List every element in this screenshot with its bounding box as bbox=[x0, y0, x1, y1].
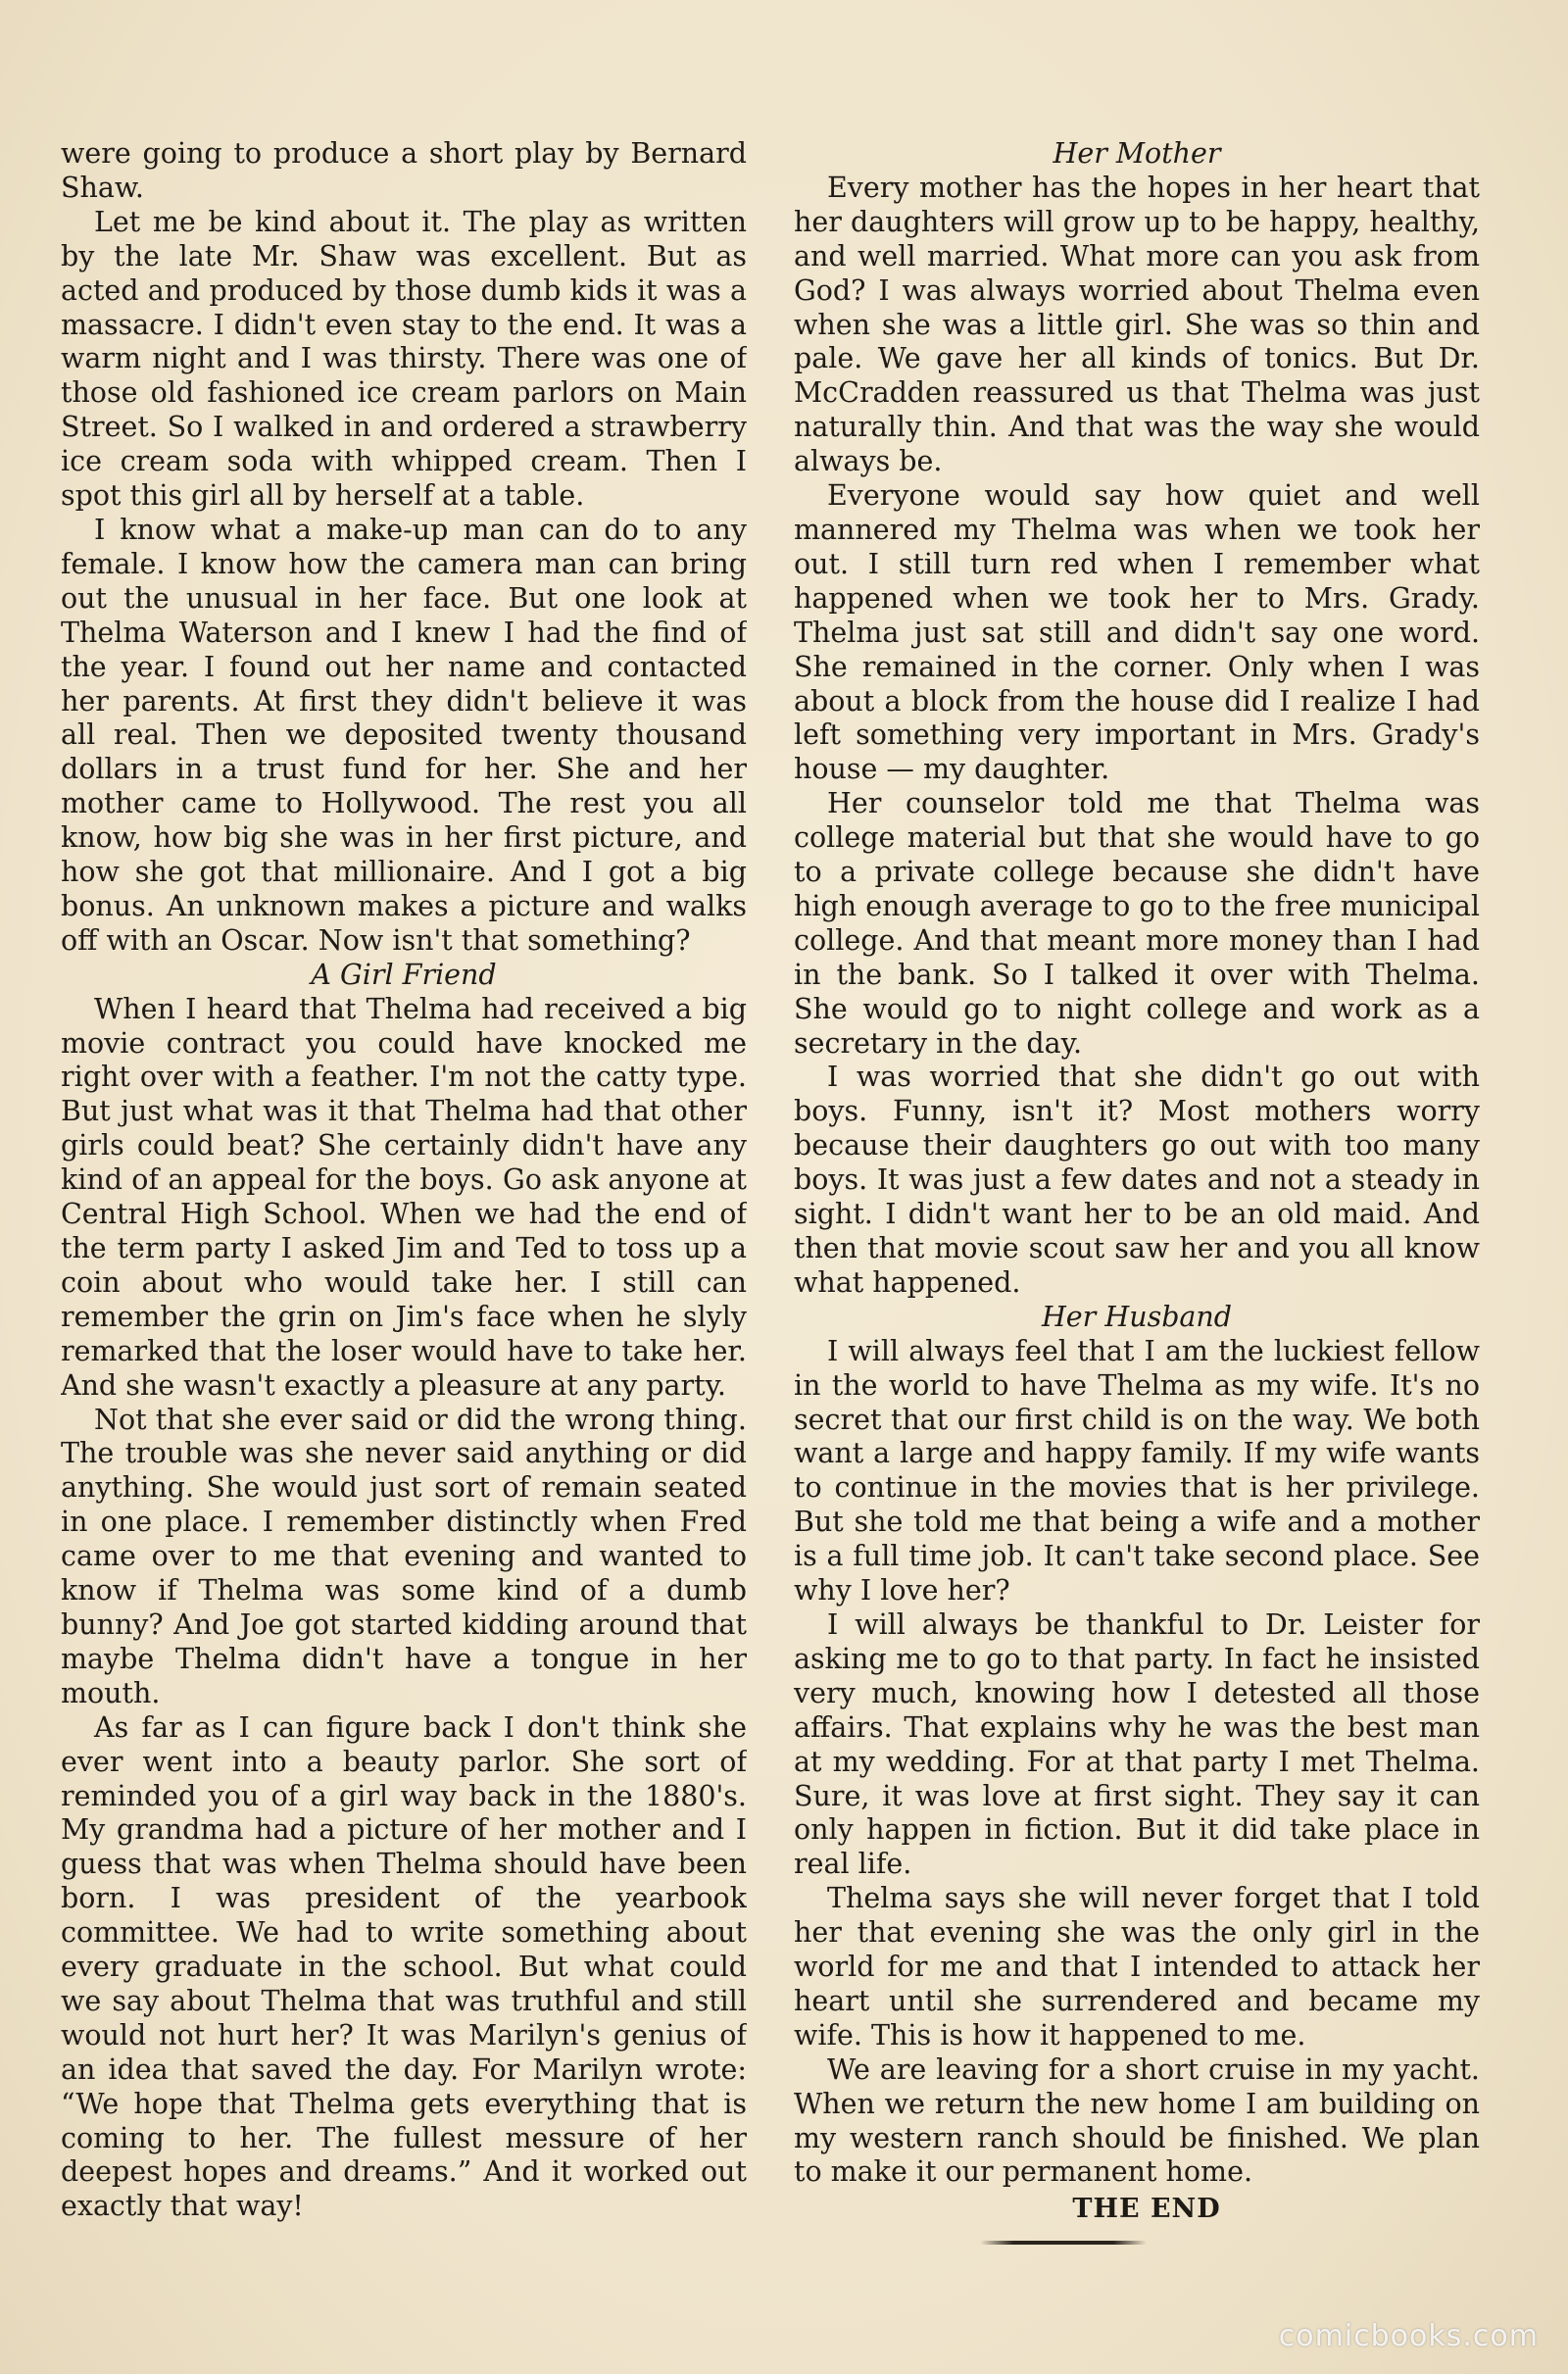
paragraph: Thelma says she will never forget that I told her that evening she was the only girl in the world for me and that I intended to attack her heart until she surrendered and became my wife. This is how it happened to me. bbox=[794, 1882, 1480, 2052]
paragraph: were going to produce a short play by Bernard Shaw. bbox=[61, 137, 747, 204]
section-heading: A Girl Friend bbox=[311, 958, 497, 991]
section-heading: Her Mother bbox=[1053, 137, 1221, 170]
paragraph: Every mother has the hopes in her heart that her daughters will grow up to be happy, healthy, and well married. What more can you ask from God? I was always worried about Thelma even when she was a little girl. She was so thin and pale. We gave her all kinds of tonics. But Dr. McCradden reassured us that Thelma was just naturally thin. And that was the way she would always be. bbox=[794, 171, 1480, 478]
left-text-column bbox=[61, 137, 747, 2274]
paragraph: I will always feel that I am the luckiest fellow in the world to have Thelma as my wife. It's no secret that our first child is on the way. We both want a large and happy family. If my wife wants to continue in the movies that is her privilege. But she told me that being a wife and a mother is a full time job. It can't take second place. See why I love her? bbox=[794, 1334, 1480, 1607]
end-decorative-rule bbox=[980, 2241, 1147, 2245]
right-text-column bbox=[794, 137, 1480, 2274]
paragraph: Everyone would say how quiet and well mannered my Thelma was when we took her out. I still turn red when I remember what happened when we took her to Mrs. Grady. Thelma just sat still and didn't say one word. She remained in the corner. Only when I was about a block from the house did I realize I had left something very important in Mrs. Grady's house — my daughter. bbox=[794, 479, 1480, 786]
paragraph: As far as I can figure back I don't think she ever went into a beauty parlor. She sort of reminded you of a girl way back in the 1880's. My grandma had a picture of her mother and I guess that was when Thelma should have been born. I was president of the yearbook committee. We had to write something about every graduate in the school. But what could we say about Thelma that was truthful and still would not hurt her? It was Marilyn's genius of an idea that saved the day. For Marilyn wrote: “We hope that Thelma gets everything that is coming to her. The fullest messure of her deepest hopes and dreams.” And it worked out exactly that way! bbox=[61, 1710, 747, 2223]
paragraph: I know what a make-up man can do to any female. I know how the camera man can bring out the unusual in her face. But one look at Thelma Waterson and I knew I had the find of the year. I found out her name and contacted her parents. At first they didn't believe it was all real. Then we deposited twenty thousand dollars in a trust fund for her. She and her mother came to Hollywood. The rest you all know, how big she was in her first picture, and how she got that millionaire. And I got a big bonus. An unknown makes a picture and walks off with an Oscar. Now isn't that something? bbox=[61, 513, 747, 957]
paragraph: Not that she ever said or did the wrong thing. The trouble was she never said anything or did anything. She would just sort of remain seated in one place. I remember distinctly when Fred came over to me that evening and wanted to know if Thelma was some kind of a dumb bunny? And Joe got started kidding around that maybe Thelma didn't have a tongue in her mouth. bbox=[61, 1403, 747, 1709]
paragraph: When I heard that Thelma had received a big movie contract you could have knocked me right over with a feather. I'm not the catty type. But just what was it that Thelma had that other girls could beat? She certainly didn't have any kind of an appeal for the boys. Go ask anyone at Central High School. When we had the end of the term party I asked Jim and Ted to toss up a coin about who would take her. I still can remember the grin on Jim's face when he slyly remarked that the loser would have to take her. And she wasn't exactly a pleasure at any party. bbox=[61, 992, 747, 1402]
section-heading: Her Husband bbox=[1041, 1300, 1233, 1333]
paragraph: Let me be kind about it. The play as written by the late Mr. Shaw was excellent. But as acted and produced by those dumb kids it was a massacre. I didn't even stay to the end. It was a warm night and I was thirsty. There was one of those old fashioned ice cream parlors on Main Street. So I walked in and ordered a strawberry ice cream soda with whipped cream. Then I spot this girl all by herself at a table. bbox=[61, 205, 747, 513]
paragraph: I was worried that she didn't go out with boys. Funny, isn't it? Most mothers worry because their daughters go out with too many boys. It was just a few dates and not a steady in sight. I didn't want her to be an old maid. And then that movie scout saw her and you all know what happened. bbox=[794, 1061, 1480, 1299]
site-watermark: comicbooks.com bbox=[1278, 2319, 1539, 2353]
the-end-label: THE END bbox=[1072, 2194, 1221, 2224]
paragraph: I will always be thankful to Dr. Leister for asking me to go to that party. In fact he insisted very much, knowing how I detested all those affairs. That explains why he was the best man at my wedding. For at that party I met Thelma. Sure, it was love at first sight. They say it can only happen in fiction. But it did take place in real life. bbox=[794, 1607, 1480, 1881]
paragraph: We are leaving for a short cruise in my yacht. When we return the new home I am building on my western ranch should be finished. We plan to make it our permanent home. bbox=[794, 2053, 1480, 2189]
paragraph: Her counselor told me that Thelma was college material but that she would have to go to a private college because she didn't have high enough average to go to the free municipal college. And that meant more money than I had in the bank. So I talked it over with Thelma. She would go to night college and work as a secretary in the day. bbox=[794, 787, 1480, 1060]
